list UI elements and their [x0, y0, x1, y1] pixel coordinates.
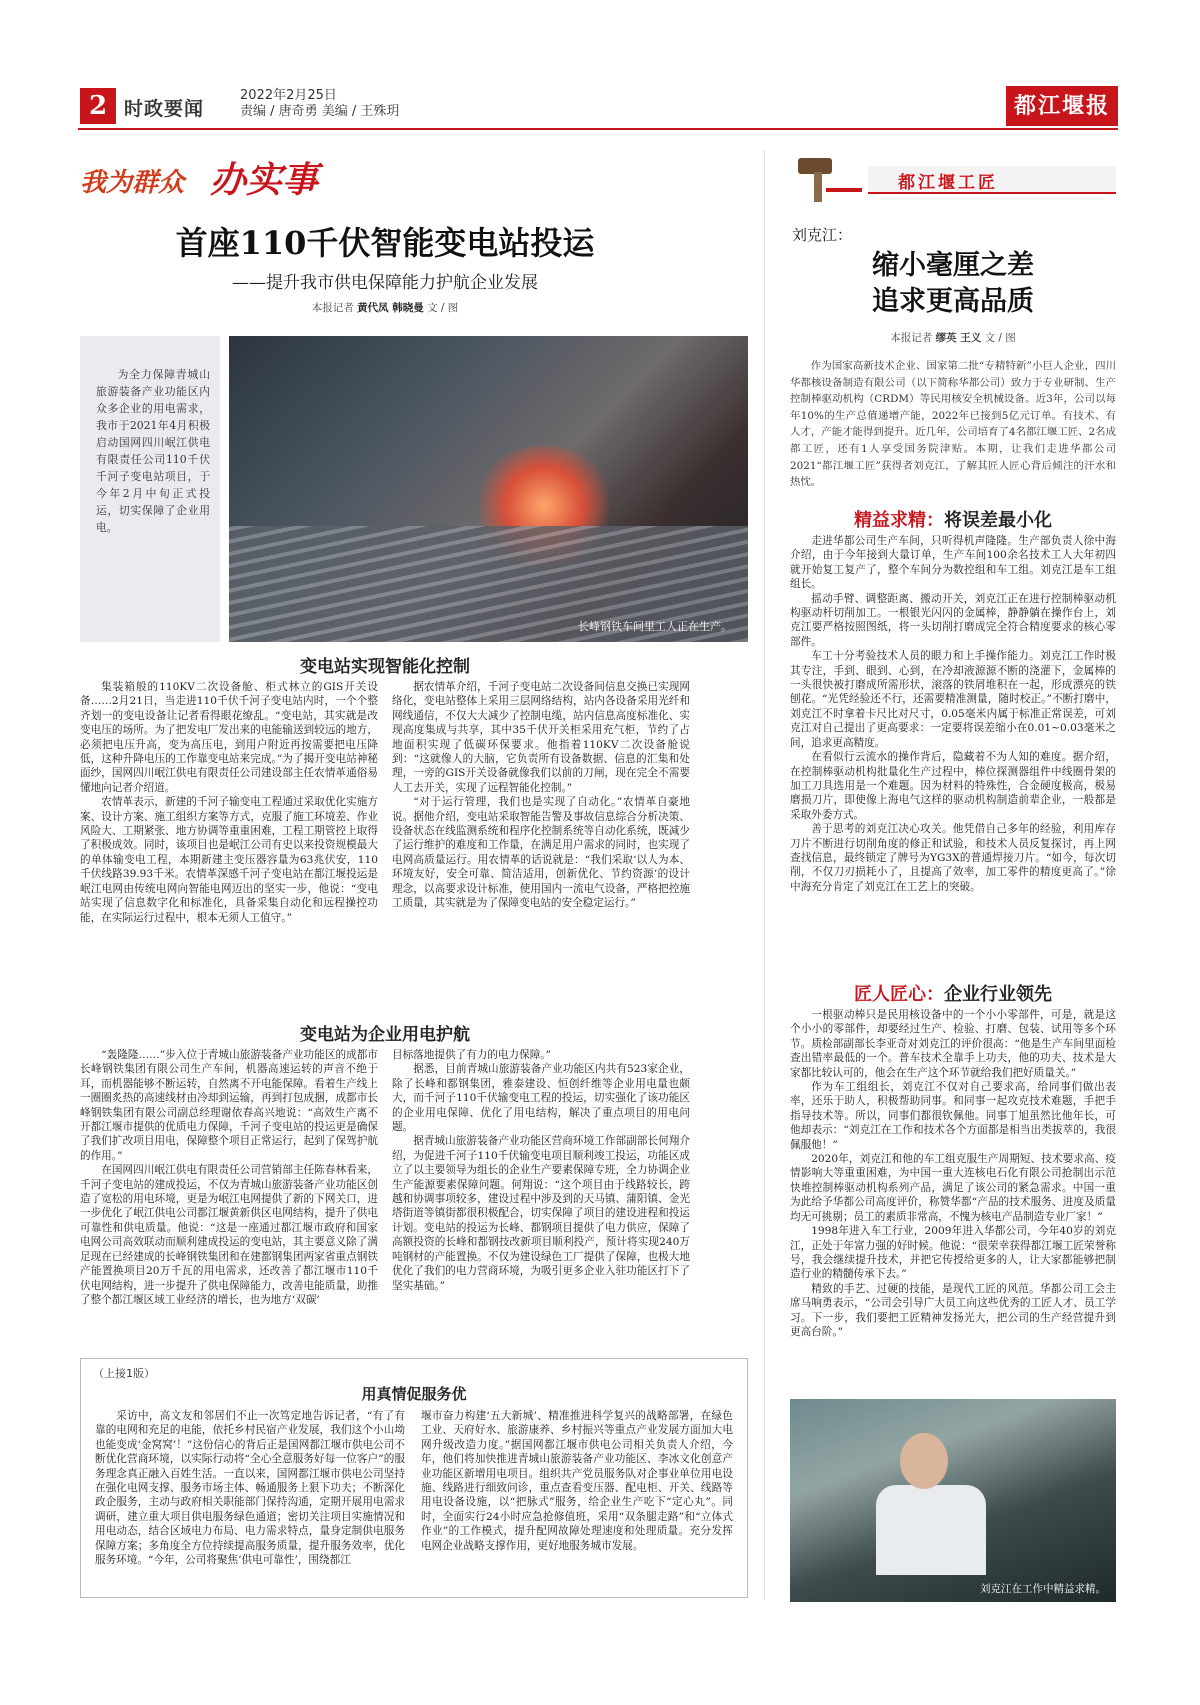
article-column-2b: [392, 1048, 690, 1293]
column-name: 都江堰工匠: [898, 173, 998, 193]
paragraph: 1998年进入车工行业，2009年进入华都公司，今年40岁的刘克江，正处于年富力强的好时候。他说：“很荣幸获得都江堰工匠荣誉称号，我会继续提升技术，并把它传授给更多的人，让大家都能够把制造行业的精髓传承下去。”: [790, 1225, 1116, 1281]
worker-figure-body: [876, 1485, 986, 1575]
paragraph: 集装箱般的110KV二次设备舱、柜式林立的GIS开关设备……2月21日，当走进110千伏千河子变电站内时，一个个整齐划一的变电设备让记者看得眼花缭乱。“变电站，其实就是改变电压的场所。为了把发电厂发出来的电能输送到较远的地方，必须把电压升高，变为高压电，到用户附近再按需要把电压降低，这种升降电压的工作靠变电站来完成。”为了揭开变电站神秘面纱，国网四川岷江供电有限责任公司建设部主任农情革通俗易懂地向记者介绍道。: [80, 681, 378, 794]
subhead-intelligent-control: 变电站实现智能化控制: [300, 657, 470, 677]
issue-date-text: 2022年2月25日: [240, 88, 337, 103]
subhead-craftsmanship: [790, 980, 1116, 1006]
profile-intro: 作为国家高新技术企业、国家第二批“专精特新”小巨人企业，四川华都核设备制造有限公司（以下简称华都公司）致力于专业研制、生产控制棒驱动机构（CRDM）等民用核安全机械设备。近3年，公司以每年10%的生产总值递增产能，2022年已接到5亿元订单。有技术、有人才，产能才能得到提升。近几年，公司培育了4名都江堰工匠、2名成都工匠，还有1人享受国务院津贴。本期，让我们走进华都公司2021“都江堰工匠”获得者刘克江，了解其匠人匠心背后倾注的汗水和热忱。: [790, 360, 1116, 489]
worker-figure-head: [900, 1433, 948, 1489]
paragraph: 据青城山旅游装备产业功能区营商环境工作部副部长何翔介绍，为促进千河子110千伏输变电项目顺利竣工投运，功能区成立了以主要领导为组长的企业生产要素保障专班，全力协调企业生产能源要素保障问题。何翔说：“这个项目由于线路较长，跨越和协调事项较多，建设过程中涉及到的天马镇、蒲阳镇、金光塔街道等镇街都很积极配合，切实保障了项目的建设进程和投运计划。变电站的投运为长峰、都钢项目提供了电力供应，保障了高额投资的长峰和都钢技改新项目顺利投产，预计将实现240万吨钢材的产能置换。不仅为建设绿色工厂提供了保障，也极大地优化了我们的电力营商环境，为吸引更多企业入驻功能区打下了坚实基础。”: [392, 1135, 690, 1292]
continued-column-2: 堰市奋力构建‘五大新城’、精准推进科学复兴的战略部署，在绿色工业、天府好水、旅游康养、乡村振兴等重点产业发展方面加大电网升级改造力度。”据国网都江堰市供电公司相关负责人介绍，今年，他们将加快推进青城山旅游装备产业功能区、李冰文化创意产业功能区新增用电项目。组织共产党员服务队对企事业单位用电设施、线路进行细致问诊，重点查看变压器、配电柜、开关、线路等用电设备设施，以“把脉式”服务，给企业生产吃下“定心丸”。同时，全面实行24小时应急抢修值班，采用“双条腿走路”和“立体式作业”的工作模式，提升配网故障处理速度和处理质量。充分发挥电网企业战略支撑作用，更好地服务城市发展。: [421, 1410, 733, 1552]
newspaper-logo: 都江堰报: [1006, 86, 1118, 126]
paragraph: 善于思考的刘克江决心攻关。他凭借自己多年的经验，利用库存刀片不断进行切削角度的修正和试验，和技术人员反复探讨，再上网查找信息，最终锁定了牌号为YG3X的普通焊接刀片。“如今，每次切削，不仅刀刃损耗小了，且提高了效率，加工零件的精度更高了。”徐中海充分肯定了刘克江在工艺上的突破。: [790, 823, 1116, 893]
subhead-precision: [790, 506, 1116, 532]
paragraph: 据悉，目前青城山旅游装备产业功能区内共有523家企业，除了长峰和都钢集团，雅泰建设、恒创纤维等企业用电量也颇大，而千河子110千伏输变电工程的投运，切实强化了该功能区的企业用电保障、优化了用电结构，解决了重点项目的用电问题。: [392, 1063, 690, 1134]
article-column-2a: [80, 1048, 378, 1307]
paragraph: 走进华都公司生产车间，只听得机声隆隆。生产部负责人徐中海介绍，由于今年接到大量订单，生产车间100余名技术工人大年初四就开始复工复产了，整个车间分为数控组和车工组。刘克江是车工组组长。: [790, 535, 1116, 591]
paragraph: 一根驱动棒只是民用核设备中的一个小小零部件，可是，就是这个小小的零部件，却要经过生产、检验、打磨、包装、试用等多个环节。质检部副部长李亚奇对刘克江的评价很高：“他是生产车间里面检查出错率最低的一个。普车技术全靠手上功夫，他的功夫、技术是大家都比较认可的，他会在生产这个环节就给我们把好质量关。”: [790, 1009, 1116, 1079]
slogan-part2: 办实事: [210, 160, 319, 201]
byline-names: 黄代凤 韩晓曼: [357, 302, 424, 314]
slogan-banner: [80, 152, 350, 201]
profile-section-2: [790, 1008, 1116, 1339]
paragraph: “轰隆隆……”步入位于青城山旅游装备产业功能区的成都市长峰钢铁集团有限公司生产车间，机器高速运转的声音不绝于耳，而机器能够不断运转，自然离不开电能保障。看着生产线上一圈圈炙热的高速线材由冷却到运输，再到打包成捆，成都市长峰钢铁集团有限公司副总经理谢依春高兴地说：“高效生产离不开都江堰市提供的优质电力保障，千河子变电站的投运更是确保了我们扩改项目用电，保障整个项目正常运行，起到了保驾护航的作用。”: [80, 1049, 378, 1162]
slogan-part1: 我为群众: [80, 168, 185, 198]
photo-caption-box-text: 为全力保障青城山旅游装备产业功能区内众多企业的用电需求，我市于2021年4月积极启动国网四川岷江供电有限责任公司110千伏千河子变电站项目，于今年2月中旬正式投运，切实保障了企业用电。: [96, 368, 210, 534]
article-column-1b: [392, 680, 690, 911]
byline-suffix: 文 / 图: [984, 332, 1016, 344]
subhead-precision-rest: 将误差最小化: [944, 510, 1052, 531]
paragraph: 2020年，刘克江和他的车工组克服生产周期短、技术要求高、疫情影响大等重重困难，为中国一重大连核电石化有限公司抢制出示范快堆控制棒驱动机构系列产品，满足了该公司的紧急需求。中国一重为此给予华都公司高度评价，称赞华都“产品的技术服务、进度及质量均无可挑剔；员工的素质非常高，不愧为核电产品制造专业厂家！”: [790, 1153, 1116, 1223]
continued-tag: （上接1版）: [93, 1367, 155, 1380]
paragraph: 农情革表示，新建的千河子输变电工程通过采取优化实施方案、设计方案、施工组织方案等方式，克服了施工环境差、作业风险大、工期紧张、地方协调等重重困难，工程工期管控上取得了积极成效。同时，该项目也是岷江公司有史以来投资规模最大的单体输变电工程，本期新建主变压器容量为63兆伏安，110千伏线路39.93千米。农情革深感千河子变电站在都江堰投运是岷江电网由传统电网向智能电网迈出的坚实一步，他说：“变电站实现了信息数字化和标准化，具备采集自动化和远程操控功能，在实际运行过程中，根本无须人工值守。”: [80, 796, 378, 924]
craftsman-photo: [790, 1399, 1116, 1602]
paragraph: 作为车工组组长，刘克江不仅对自己要求高，给同事们做出表率，还乐于助人，积极帮助同事。和同事一起攻克技术难题，手把手指导技术等。所以，同事们都很钦佩他。同事丁旭虽然比他年长，可他却表示：“刘克江在工作和技术各个方面都是相当出类拔萃的，我很佩服他！”: [790, 1081, 1116, 1151]
craftsman-column-header: [790, 152, 1116, 206]
subhead-precision-lead: 精益求精：: [854, 510, 944, 531]
continued-title: 用真情促服务优: [361, 1385, 467, 1403]
paragraph: 在看似行云流水的操作背后，隐藏着不为人知的难度。据介绍，在控制棒驱动机构批量化生产过程中，棒位探测器组件中线圈骨架的加工刀具选用是一个难题。因为材料的特殊性，合金硬度极高，极易磨损刀片，即使像上海电气这样的驱动机构制造前辈企业，一般都是采取外委方式。: [790, 751, 1116, 821]
paragraph: “对于运行管理，我们也是实现了自动化。”农情革自豪地说。据他介绍，变电站采取智能告警及事故信息综合分析决策、设备状态在线监测系统和程序化控制系统等自动化系统，既减少了运行维护的难度和工作量，在满足用户需求的同时，也实现了电网高质量运行。用农情革的话说就是：“我们采取‘以人为本、环境友好，安全可靠、简洁适用，创新优化、节约资源’的设计理念，以高要求设计标准，使用国内一流电气设备，严格把控施工质量，其实就是为了保障变电站的安全稳定运行。”: [392, 796, 690, 910]
byline-prefix: 本报记者: [890, 332, 933, 344]
page-number: 2: [80, 88, 116, 124]
byline-prefix: 本报记者: [311, 302, 354, 314]
paragraph: 目标落地提供了有力的电力保障。”: [392, 1049, 552, 1061]
continued-article-box: [80, 1358, 748, 1598]
profile-name: 刘克江：: [792, 226, 853, 244]
header-rule: [78, 128, 1118, 130]
profile-headline-line1: 缩小毫厘之差: [872, 250, 1034, 281]
article-column-1a: [80, 680, 378, 925]
main-headline: 首座110千伏智能变电站投运: [175, 224, 595, 262]
column-divider: [764, 150, 765, 1600]
byline-suffix: 文 / 图: [427, 302, 459, 314]
photo-caption: 长峰钢铁车间里工人正在生产。: [578, 620, 732, 633]
steel-workshop-photo: [229, 336, 748, 642]
paragraph: 车工十分考验技术人员的眼力和上手操作能力。刘克江工作时极其专注，手到、眼到、心到，在冷却液源源不断的浇灌下，金属棒的一头很快被打磨成所需形状，滚落的铁屑堆积在一起，形成漂亮的铁刨花。“光凭经验还不行，还需要精准测量，随时校正。”不断打磨中，刘克江不时拿着卡尺比对尺寸，0.05毫米内属于标准正常误差，可刘克江对自己提出了更高要求：一定要将误差缩小在0.01~0.03毫米之间，追求更高精度。: [790, 650, 1116, 749]
craftsman-photo-caption: 刘克江在工作中精益求精。: [980, 1583, 1106, 1595]
main-byline: [80, 300, 690, 315]
byline-names: 缪英 王义: [935, 332, 982, 344]
subhead-power-guarantee: 变电站为企业用电护航: [300, 1025, 470, 1045]
issue-date: [240, 88, 399, 120]
main-subheadline: ——提升我市供电保障能力护航企业发展: [232, 273, 538, 293]
section-title: 时政要闻: [124, 98, 205, 120]
subhead-craftsmanship-lead: 匠人匠心：: [854, 984, 944, 1005]
profile-headline: [790, 248, 1116, 320]
subhead-craftsmanship-rest: 企业行业领先: [944, 984, 1052, 1005]
paragraph: 精致的手艺、过硬的技能，是现代工匠的风范。华都公司工会主席马响勇表示，“公司会引导广大员工向这些优秀的工匠人才、员工学习。下一步，我们要把工匠精神发扬光大，把公司的生产经营提升到更高台阶。”: [790, 1282, 1116, 1338]
profile-byline: [790, 330, 1116, 345]
photo-caption-box: [80, 336, 220, 642]
continued-column-1: 采访中，高文友和邻居们不止一次笃定地告诉记者，“有了有靠的电网和充足的电能，依托乡村民宿产业发展，我们这个小山坳也能变成‘金窝窝’！”这份信心的背后正是国网都江堰市供电公司不断优化营商环境，以实际行动将“全心全意服务好每一位客户”的服务理念真正融入百姓生活。一直以来，国网都江堰市供电公司坚持在强化电网支撑、服务市场主体、畅通服务上狠下功夫；不断深化政企服务，主动与政府相关职能部门保持沟通，定期开展用电需求调研，建立重大项目供电服务绿色通道；密切关注项目实施情况和用电动态，结合区域电力布局、电力需求特点，量身定制供电服务保障方案；多角度全方位持续提高服务质量，提升服务效率，优化服务环境。“今年，公司将聚焦‘供电可靠性’，围绕都江: [95, 1410, 405, 1567]
profile-section-1: [790, 534, 1116, 894]
paragraph: 据农情革介绍，千河子变电站二次设备间信息交换已实现网络化，变电站整体上采用三层网络结构，站内各设备采用光纤和网线通信，不仅大大减少了控制电缆，站内信息高度标准化、实现高度集成与共享，其中35千伏开关柜采用充气柜，节约了占地面积实现了低碳环保要求。他指着110KV二次设备舱说到：“这就像人的大脑，它负责所有设备数据、信息的汇集和处理，一旁的GIS开关设备就像我们以前的刀闸，现在完全不需要人工去开关，实现了远程智能化控制。”: [392, 681, 690, 794]
editors-line: 责编 / 唐奇勇 美编 / 王殊玥: [240, 104, 400, 119]
paragraph: 摇动手臂、调整距离、搬动开关，刘克江正在进行控制棒驱动机构驱动杆切削加工。一根银光闪闪的金属棒，静静躺在操作台上，刘克江要严格按照图纸，将一头切削打磨成完全符合精度要求的核心零部件。: [790, 592, 1116, 648]
paragraph: 在国网四川岷江供电有限责任公司营销部主任陈春林看来，千河子变电站的建成投运，不仅为青城山旅游装备产业功能区创造了宽松的用电环境，更是为岷江电网提供了新的下网关口，进一步优化了岷江供电公司都江堰黄新供区电网结构，提升了供电可靠性和供电质量。他说：“这是一座通过都江堰市政府和国家电网公司高效联动而顺利建成投运的变电站，其主要意义除了满足现在已经建成的长峰钢铁集团和在建都钢集团两家省重点钢铁产能置换项目20万千瓦的用电需求，还改善了都江堰市110千伏电网结构，进一步提升了供电保障能力，改善电能质量，助推了整个都江堰区域工业经济的增长，也为地方‘双碳’: [80, 1164, 378, 1306]
profile-headline-line2: 追求更高品质: [872, 286, 1034, 317]
hammer-icon: [790, 152, 864, 204]
